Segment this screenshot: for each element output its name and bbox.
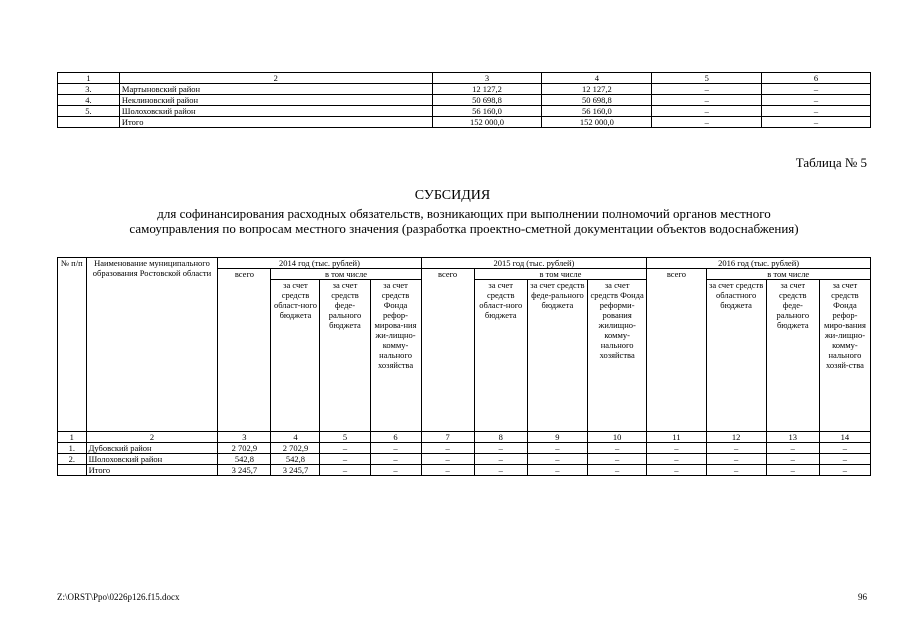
table-cell: 12 xyxy=(706,432,766,443)
column-numbers-row xyxy=(58,432,871,443)
table-cell: Дубовский район xyxy=(86,443,218,454)
table-cell: – xyxy=(588,454,647,465)
table-cell: – xyxy=(652,106,762,117)
table-cell: – xyxy=(527,443,587,454)
table-cell: 50 698,8 xyxy=(542,95,652,106)
table-cell: Шолоховский район xyxy=(119,106,432,117)
col-header-2015: 2015 год (тыс. рублей) xyxy=(421,258,647,269)
table-cell: 152 000,0 xyxy=(542,117,652,128)
table-cell: – xyxy=(706,443,766,454)
table-cell: – xyxy=(421,443,474,454)
table-cell: 56 160,0 xyxy=(542,106,652,117)
table-cell: – xyxy=(421,465,474,476)
table-cell: – xyxy=(766,443,819,454)
subtitle-line-1: для софинансирования расходных обязательств, возникающих при выполнении полномочий органов местного xyxy=(157,206,771,221)
top-table-column-numbers xyxy=(58,73,871,84)
table-cell: – xyxy=(652,117,762,128)
subsidy-table xyxy=(57,257,871,476)
col-header-federal-2015: за счет средств феде-рального бюджета xyxy=(527,280,587,432)
table-cell: 152 000,0 xyxy=(432,117,542,128)
table-cell: 8 xyxy=(474,432,527,443)
table-cell: – xyxy=(819,443,870,454)
table-cell: 1. xyxy=(58,443,87,454)
col-header-regional-2015: за счет средств област-ного бюджета xyxy=(474,280,527,432)
col-header-number: № п/п xyxy=(58,258,87,432)
subtitle-line-2: самоуправления по вопросам местного значения (разработка проектно-сметной документации объектов водоснабжения) xyxy=(129,221,799,236)
table-cell: 3 245,7 xyxy=(218,465,271,476)
table-row xyxy=(58,443,871,454)
table-cell: – xyxy=(527,465,587,476)
table-row xyxy=(58,117,871,128)
col-header-2014: 2014 год (тыс. рублей) xyxy=(218,258,421,269)
document-subtitle xyxy=(57,206,871,236)
table-cell: 50 698,8 xyxy=(432,95,542,106)
table-cell: 7 xyxy=(421,432,474,443)
table-label: Таблица № 5 xyxy=(795,155,867,170)
table-cell: – xyxy=(762,106,871,117)
table-cell: – xyxy=(474,454,527,465)
table-cell: 5 xyxy=(320,432,370,443)
table-cell: 1 xyxy=(58,432,87,443)
table-cell: – xyxy=(588,465,647,476)
table-cell: – xyxy=(527,454,587,465)
table-row xyxy=(58,95,871,106)
col-header-fund-2016: за счет средств Фонда рефор-миро-вания жи-лищно-комму-нального хозяй-ства xyxy=(819,280,870,432)
table-row xyxy=(58,454,871,465)
table-cell xyxy=(58,465,87,476)
table-cell: – xyxy=(766,454,819,465)
table-cell: – xyxy=(762,84,871,95)
table-cell: 2. xyxy=(58,454,87,465)
table-cell: – xyxy=(762,117,871,128)
col-header-incl-2015: в том числе xyxy=(474,269,647,280)
table-cell: – xyxy=(652,95,762,106)
table-row xyxy=(58,106,871,117)
col-header-fund-2015: за счет средств Фонда реформи-рования жилищно-комму-нального хозяйства xyxy=(588,280,647,432)
table-cell: – xyxy=(652,84,762,95)
table-cell: 3 xyxy=(432,73,542,84)
table-cell: 4 xyxy=(542,73,652,84)
table-cell: 4 xyxy=(271,432,320,443)
document-title: СУБСИДИЯ xyxy=(414,188,491,203)
top-table xyxy=(57,72,871,128)
col-header-incl-2016: в том числе xyxy=(706,269,871,280)
table-cell: – xyxy=(647,454,706,465)
table-cell: – xyxy=(706,454,766,465)
footer-page-number: 96 xyxy=(858,592,867,602)
header-row-years xyxy=(58,258,871,269)
table-cell: Шолоховский район xyxy=(86,454,218,465)
table-cell: Мартыновский район xyxy=(119,84,432,95)
table-row xyxy=(58,84,871,95)
col-header-regional-2016: за счет средств областного бюджета xyxy=(706,280,766,432)
table-cell: – xyxy=(370,465,421,476)
table-cell: 542,8 xyxy=(218,454,271,465)
table-cell: – xyxy=(588,443,647,454)
table-cell: 2 702,9 xyxy=(218,443,271,454)
col-header-fund-2014: за счет средств Фонда рефор-мирова-ния жи-лищно-комму-нального хозяйства xyxy=(370,280,421,432)
table-row xyxy=(58,465,871,476)
table-cell: – xyxy=(320,454,370,465)
table-cell: 6 xyxy=(762,73,871,84)
table-cell: 13 xyxy=(766,432,819,443)
table-cell: 5 xyxy=(652,73,762,84)
table-cell: 14 xyxy=(819,432,870,443)
table-cell: – xyxy=(320,443,370,454)
table-cell: 4. xyxy=(58,95,120,106)
table-cell: – xyxy=(474,465,527,476)
table-cell: 11 xyxy=(647,432,706,443)
table-cell: 3. xyxy=(58,84,120,95)
table-cell: 2 702,9 xyxy=(271,443,320,454)
table-cell: 2 xyxy=(86,432,218,443)
col-header-name: Наименование муниципального образования Ростовской области xyxy=(86,258,218,432)
col-header-regional-2014: за счет средств област-ного бюджета xyxy=(271,280,320,432)
table-cell: – xyxy=(819,454,870,465)
table-cell: Неклиновский район xyxy=(119,95,432,106)
table-cell: – xyxy=(370,454,421,465)
table-cell: 12 127,2 xyxy=(432,84,542,95)
table-cell: – xyxy=(474,443,527,454)
col-header-incl-2014: в том числе xyxy=(271,269,421,280)
table-cell: 5. xyxy=(58,106,120,117)
col-header-total-2015: всего xyxy=(421,269,474,432)
table-cell: Итого xyxy=(119,117,432,128)
table-cell: – xyxy=(647,443,706,454)
table-cell: 2 xyxy=(119,73,432,84)
table-cell: 3 xyxy=(218,432,271,443)
table-cell: – xyxy=(320,465,370,476)
table-cell: – xyxy=(766,465,819,476)
col-header-2016: 2016 год (тыс. рублей) xyxy=(647,258,871,269)
table-cell: 10 xyxy=(588,432,647,443)
col-header-federal-2014: за счет средств феде-рального бюджета xyxy=(320,280,370,432)
col-header-total-2016: всего xyxy=(647,269,706,432)
footer-file-path: Z:\ORST\Ppo\0226p126.f15.docx xyxy=(57,592,180,602)
col-header-total-2014: всего xyxy=(218,269,271,432)
table-cell: – xyxy=(421,454,474,465)
table-cell: Итого xyxy=(86,465,218,476)
table-cell xyxy=(58,117,120,128)
table-cell: 56 160,0 xyxy=(432,106,542,117)
table-cell: – xyxy=(647,465,706,476)
table-cell: 3 245,7 xyxy=(271,465,320,476)
table-cell: 1 xyxy=(58,73,120,84)
table-cell: – xyxy=(819,465,870,476)
table-cell: 9 xyxy=(527,432,587,443)
table-cell: – xyxy=(370,443,421,454)
table-cell: 12 127,2 xyxy=(542,84,652,95)
table-cell: – xyxy=(762,95,871,106)
table-cell: 6 xyxy=(370,432,421,443)
col-header-federal-2016: за счет средств феде-рального бюджета xyxy=(766,280,819,432)
table-cell: – xyxy=(706,465,766,476)
table-cell: 542,8 xyxy=(271,454,320,465)
